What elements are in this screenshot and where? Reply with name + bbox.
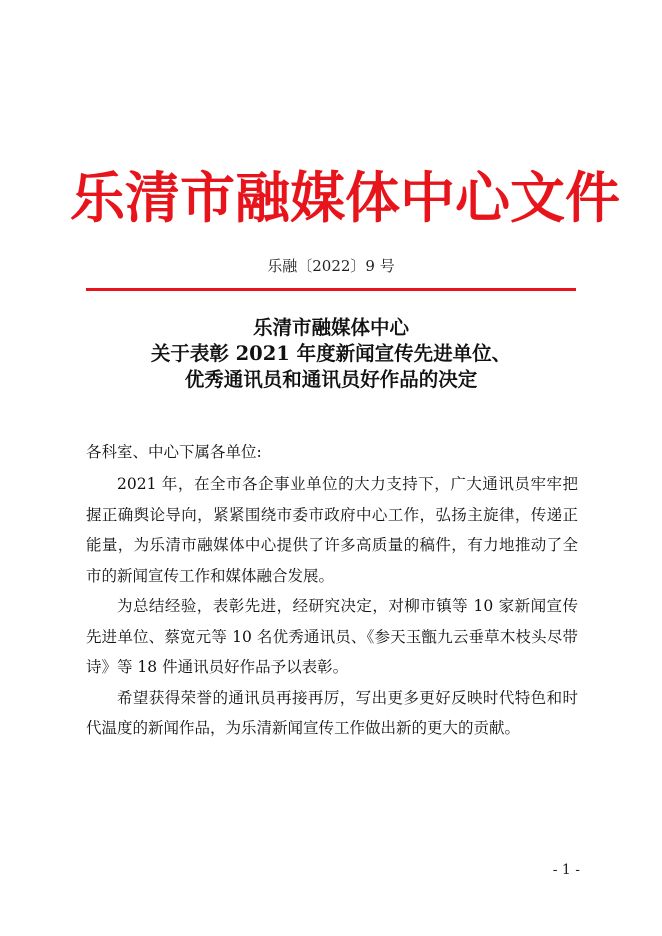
body-paragraph: 2021 年，在全市各企事业单位的大力支持下，广大通讯员牢牢把握正确舆论导向，紧紧围绕市委市政府中心工作，弘扬主旋律，传递正能量，为乐清市融媒体中心提供了许多高质量的稿件，有力地推动了全市的新闻宣传工作和媒体融合发展。 xyxy=(86,475,578,585)
red-divider-rule xyxy=(86,288,576,291)
body-paragraph: 希望获得荣誉的通讯员再接再厉，写出更多更好反映时代特色和时代温度的新闻作品，为乐清新闻宣传工作做出新的更大的贡献。 xyxy=(86,688,578,737)
document-body xyxy=(86,469,578,744)
page-number: - 1 - xyxy=(552,862,580,878)
document-title-line: 乐清市融媒体中心 xyxy=(252,316,409,339)
document-title-line: 优秀通讯员和通讯员好作品的决定 xyxy=(184,368,478,391)
body-paragraph: 为总结经验，表彰先进，经研究决定，对柳市镇等 10 家新闻宣传先进单位、蔡宽元等 10 名优秀通讯员、《参天玉甑九云垂草木枝头尽带诗》等 18 件通讯员好作品予以表彰。 xyxy=(86,597,578,676)
document-header-title: 乐清市融媒体中心文件 xyxy=(70,165,621,230)
document-title xyxy=(60,315,602,393)
document-number: 乐融〔2022〕9 号 xyxy=(267,257,395,275)
salutation: 各科室、中心下属各单位: xyxy=(86,443,262,461)
document-title-line: 关于表彰 2021 年度新闻宣传先进单位、 xyxy=(150,342,512,365)
